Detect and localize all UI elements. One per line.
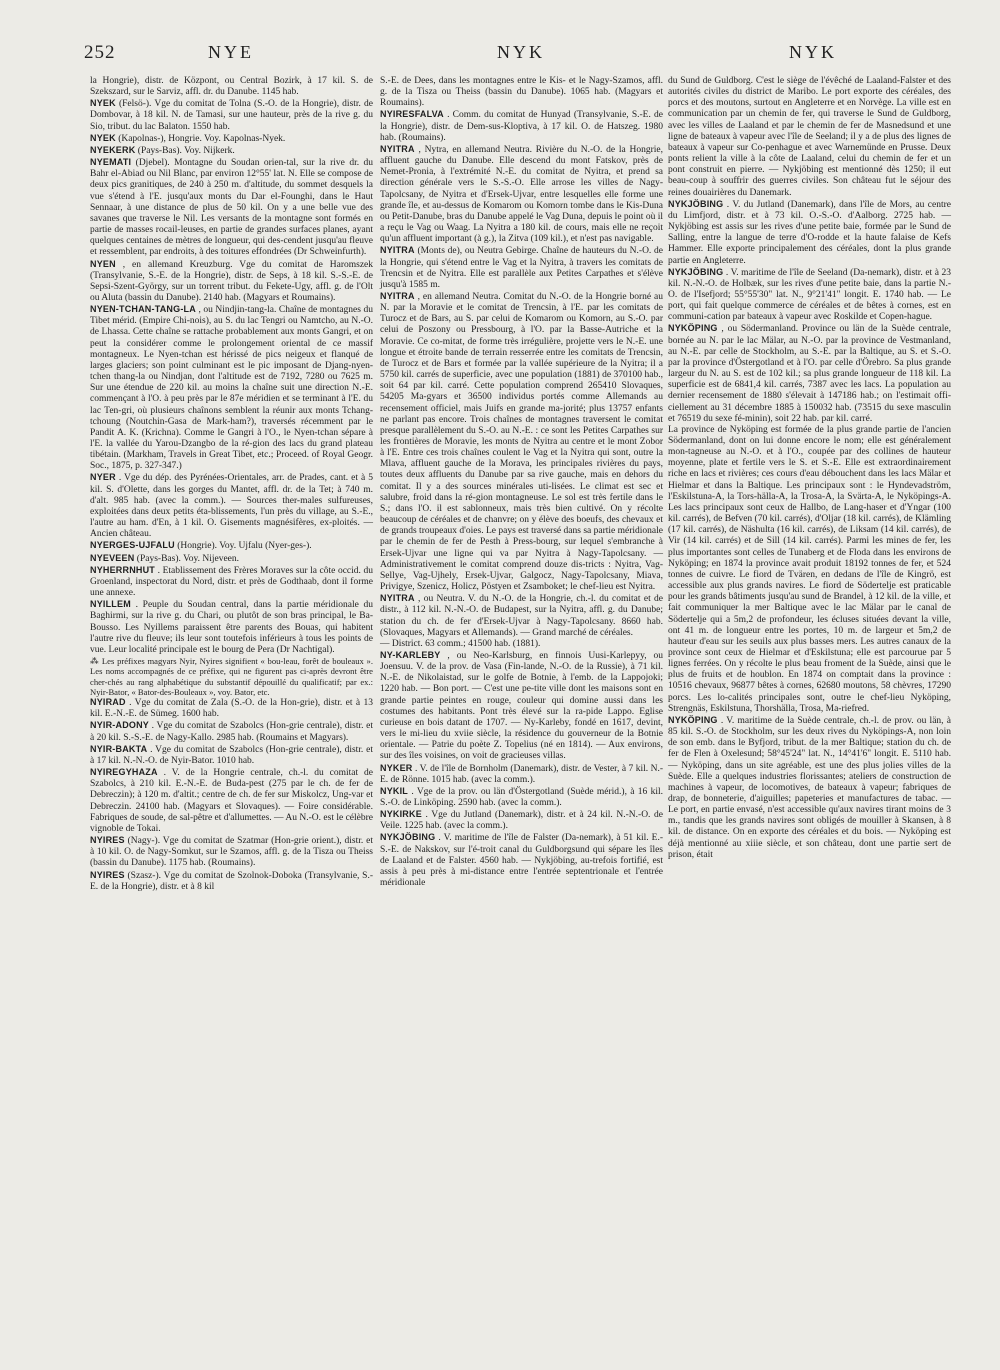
dictionary-entry bbox=[380, 832, 663, 889]
entry-text: . Peuple du Soudan central, dans la partie méridionale du Baghirmi, sur la rive g. du Chari, ou plutôt de son bras principal, le Ba-Bousso. Les Nyillems paraissent être parents des Bouas, qui habitent l'autre rive du fleuve; ils leur sont toutefois inférieurs à tous les points de vue. Leur localité principale est le bourg de Pera (Dr Nachtigal). bbox=[90, 600, 373, 655]
entry-headword: NYIREGYHAZA bbox=[90, 767, 158, 778]
dictionary-entry bbox=[90, 870, 373, 893]
entry-text: , ou Neo-Karlsburg, en finnois Uusi-Karlepyy, ou Joensuu. V. de la prov. de Vasa (Fin-lande, N.-O. de la Russie), à 71 kil. N.-E. de Nikolaistad, sur le golfe de Botnie, à l'emb. de la Lappojoki; 1220 hab. — Bon port. — C'est une pe-tite ville dont les maisons sont en grande partie peintes en rouge, couleur qui domine aussi dans les costumes des habitants. Pont très élevé sur la ra-pide Lappo. Eglise curieuse en bois datant de 1707. — Ny-Karleby, fondé en 1617, devint, vers le mi-lieu du xviie siècle, la résidence du gouverneur de la Botnie orientale. — Patrie du poète Z. Topelius (né en 1814). — Aux environs, sur des îles voisines, on voit de gracieuses villas. bbox=[380, 650, 663, 762]
entry-text: (Szasz-). Vge du comitat de Szolnok-Doboka (Transylvanie, S.-E. de la Hongrie), distr. et à 8 kil bbox=[90, 870, 374, 892]
dictionary-entry bbox=[380, 245, 663, 291]
entry-text: . Vge du Jutland (Danemark), distr. et à 24 kil. N.-N.-O. de Veile. 1225 hab. (avec la comm.). bbox=[380, 810, 663, 832]
dictionary-entry bbox=[380, 109, 663, 143]
entry-text: (Pays-Bas). Voy. Nijkerk. bbox=[137, 145, 235, 156]
entry-headword: NYKJÖBING bbox=[380, 832, 436, 843]
dictionary-entry bbox=[380, 593, 663, 639]
dictionary-entry bbox=[90, 157, 373, 258]
dictionary-entry bbox=[380, 809, 663, 832]
entry-text: . V. de la Hongrie centrale, ch.-l. du comitat de Szabolcs, à 210 kil. E.-N.-E. de Buda-pest (275 par le ch. de fer de Debreczin); à 120 m. d'altit.; centre de ch. de fer sur Miskolcz, Ung-var et Debreczin. 24100 hab. (Magyars et Slovaques). — Foire considérable. Fabriques de soude, de sal-pêtre et d'allumettes. — Au N.-O. est le célèbre vignoble de Tokai. bbox=[90, 768, 374, 834]
text-column-1 bbox=[90, 76, 373, 893]
entry-headword: NYERGES-UJFALU bbox=[90, 540, 175, 551]
entry-text: (Djebel). Montagne du Soudan orien-tal, sur la rive dr. du Bahr el-Abiad ou Nil Blanc, par environ 12°55' lat. N. Elle se compose de deux pics granitiques, de 240 à 250 m. d'altitude, du sommet desquels la vue s'étend à l'E. jusqu'aux monts du Dar el-Founghi, dans le Haut Sennaar, à une distance de plus de 50 kil. On y a une belle vue des savanes que traverse le Nil. Les versants de la montagne sont formés en partie de masses rocail-leuses, en partie de grandes surfaces planes, ayant quelques centaines de mètres de longueur, qui des-cendent jusqu'au fleuve et ressemblent, par endroits, à des toitures effondrées (Dr Schweinfurth). bbox=[90, 158, 373, 258]
entry-text: (Kapolnas-), Hongrie. Voy. Kapolnas-Nyek. bbox=[118, 133, 286, 144]
dictionary-entry bbox=[90, 744, 373, 767]
entry-headword: NYKJÖBING bbox=[668, 198, 724, 209]
dictionary-entry bbox=[380, 144, 663, 245]
dictionary-entry bbox=[668, 199, 951, 267]
dictionary-entry bbox=[90, 259, 373, 305]
dictionary-entry bbox=[668, 267, 951, 324]
entry-text: . Vge de la prov. ou län d'Östergotland (Suède mérid.), à 16 kil. S.-O. de Linköping. 2590 hab. (avec la comm.). bbox=[380, 786, 663, 808]
entry-text: . V. du Jutland (Danemark), dans l'île de Mors, au centre du Limfjord, distr. et à 73 kil. O.-S.-O. d'Aalborg. 2725 hab. — Nykjöbing est assis sur les rives d'une petite baie, formée par le Sund de Salling, entre la langue de terre d'O-rodde et la haute falaise de Kefs Hammer. Elle exporte principalement des céréales, dont la plus grande partie en Angleterre. bbox=[668, 199, 951, 266]
entry-text: . V. maritime de la Suède centrale, ch.-l. de prov. ou län, à 85 kil. S.-O. de Stockholm, sur les deux rives du Nyköpings-A, non loin de son emb. dans le Byfjord, tribut. de la mer Baltique; station du ch. de fer de Flen à Oxelesund; 58°45'24" lat. N., 14°41'6" longit. E. 5110 hab. — Nyköping, dans un site agréable, est une des plus jolies villes de la Suède. Elle a quelques industries florissantes; ateliers de construction de machines à vapeur, de locomotives, de bateaux à vapeur; fabriques de drap, de bonneterie, d'aiguilles; papeteries et manufactures de tabac. — Le port, en partie envasé, n'est accessible qu'aux navires tirant moins de 3 m., tandis que les grands navires sont obligés de mouiller à Skansen, à 8 kil. de distance. On en exporte des céréales et du bois. — Nyköping est déjà mentionné au xiiie siècle, et son château, dont une partie sert de prison, était bbox=[668, 715, 951, 860]
dictionary-entry bbox=[668, 76, 951, 199]
dictionary-entry bbox=[90, 540, 373, 552]
entry-text: . V. de l'île de Bornholm (Danemark), distr. de Vester, à 7 kil. N.-E. de Rönne. 1015 hab. (avec la comm.). bbox=[380, 763, 664, 785]
entry-headword: NYEK bbox=[90, 98, 116, 109]
entry-text: , en allemand Neutra. Comitat du N.-O. de la Hongrie borné au N. par la Moravie et le comitat de Trencsin, à l'E. par les comitats de Turocz et de Bars, au S. par celui de Komarom ou Komorn, au S.-O. par celui de Poszony ou Pressbourg, à l'O. par la Basse-Autriche et la Moravie. Ce co-mitat, de forme très irrégulière, projette vers le N.-E. une longue et étroite bande de terrain resserrée entre les comitats de Trencsin, de Turocz et de Bars et formée par la vallée supérieure de la Nyitra; il a 5750 kil. carrés de superficie, avec une population (1881) de 370100 hab., soit 64 par kil. carré. Cette population comprend 265410 Slovaques, 54205 Ma-gyars et 36500 individus portés comme Allemands au recensement officiel, mais Juifs en grande ma-jorité; plus 13757 enfants ne parlant pas encore. Trois chaînes de montagnes traversent le comitat presque parallèlement du S.-O. au N.-E. : ce sont les Petites Carpathes sur les frontières de Moravie, les monts de Nyitra au centre et le mont Zobor à l'E. Entre ces trois chaînes coulent le Vag et la Nyitra qui sont, outre la Mlava, affluent gauche de la Morava, les principales rivières du pays, toutes deux affluents du Danube par sa rive gauche, mais en dehors du comitat. Il y a des sources minérales uti-lisées. Le climat est sec et salubre, froid dans la ré-gion montagneuse. Le sol est très fertile dans le S.; dans l'O. il est sablonneux, mais très bien cultivé. On y récolte beaucoup de céréales et de chanvre; on y élève des boeufs, des chevaux et de grands troupeaux d'oies. Le pays est traversé dans sa partie méridionale par le chemin de fer de Pesth à Press-bourg, sur lequel s'embranche à Ersek-Ujvar une ligne qui va par Nyitra à Nagy-Tapolcsany. — Administrativement le comitat comprend douze dis-tricts : Nyitra, Vag-Sellye, Vag-Ujhely, Ersek-Ujvar, Galgocz, Nagy-Tapolcsany, Miava, Privigye, Szenicz, Holicz, Pöstyen et Zsamboket; le chef-lieu est Nyitra. bbox=[380, 291, 663, 593]
entry-text: (Hongrie). Voy. Ujfalu (Nyer-ges-). bbox=[177, 541, 312, 552]
dictionary-entry bbox=[90, 76, 373, 98]
dictionary-entry bbox=[90, 553, 373, 565]
entry-headword: NYITRA bbox=[380, 245, 415, 256]
running-head-center: NYK bbox=[497, 42, 545, 62]
entry-headword: NYKER bbox=[380, 762, 413, 773]
entry-text: , Nytra, en allemand Neutra. Rivière du N.-O. de la Hongrie, affluent gauche du Danube. Elle descend du mont Fatskov, près de Nemet-Pronia, à l'extrémité N.-E. du comitat de Nyitra, et prend sa direction générale vers le S.-S.-O. Elle arrose les villes de Nagy-Tapolcsany, de Nyitra et d'Ersek-Ujvar, entre lesquelles elle forme une grande île, et au-dessus de Komarom ou Komorn tombe dans le Kis-Duna ou Petit-Danube, bras du Danube appelé le Vag Duna, depuis le point où il a reçu le Vag ou Waag. La Nyitra a 180 kil. de cours, mais elle ne reçoit qu'un affluent important (à g.), la Zitva (109 kil.), et n'est pas navigable. bbox=[380, 144, 664, 245]
entry-text: (Pays-Bas). Voy. Nijeveen. bbox=[136, 553, 239, 564]
entry-text: . Etablissement des Frères Moraves sur la côte occid. du Groenland, inspectorat du Nord, distr. et près de Godthaab, dont il forme une annexe. bbox=[90, 565, 373, 599]
dictionary-entry bbox=[380, 650, 663, 763]
entry-text: , ou Södermanland. Province ou län de la Suède centrale, bornée au N. par le lac Mälar, au N.-O. par la province de Vestmanland, au N.-E. par celle de Stockholm, au S.-E. par la Baltique, au S. et S.-O. par la province d'Östergotland et à l'O. par celle d'Örebro. Sa plus grande largeur du N. au S. est de 102 kil.; sa plus grande longueur de 118 kil. La superficie est de 6841,4 kil. carrés, 7387 avec les lacs. La population au dernier recensement de 1880 s'élevait à 147186 hab.; on l'estimait offi-ciellement au 31 décembre 1885 à 150032 hab. (73515 du sexe masculin et 76519 du sexe fé-minin), soit 22 hab. par kil. carré. bbox=[668, 324, 951, 424]
entry-text: La province de Nyköping est formée de la plus grande partie de l'ancien Södermanland, dont on lui donne encore le nom; elle est généralement mon-tagneuse au N.-O. et à l'O., coupée par des collines de hauteur moyenne, plate et fertile vers le S. et S.-E. Elle est extraordinairement riche en lacs et rivières; ces cours d'eau débouchent dans les lacs Mälar et Hielmar et dans la Baltique. Les principaux sont : le Hyndevadström, l'Eskilstuna-A, la Tors-hälla-A, la Trosa-A, la Svärta-A, le Nyköpings-A. Les lacs principaux sont ceux de Hallbo, de Lang-haser et d'Yngar (100 kil. carrés), de Befven (70 kil. carrés), d'Oljar (18 kil. carrés), de Klämling (17 kil. carrés), de Näshulta (16 kil. carrés), de Liksam (14 kil. carrés), de Vir (14 kil. carrés) et de Sill (14 kil. carrés). Parmi les mines de fer, les plus importantes sont celles de Tunaberg et de Floda dans les environs de Nyköping; en 1874 la province avait produit 18192 tonnes de fer, et 524 tonnes de cuivre. Le fiord de Tvären, en dedans de l'île de Kingrö, est accessible aux plus grands navires. Le fiord de Södertelje est praticable pour les grands bâtiments jusqu'au sund de Brandel, à 12 kil. de la ville, et fait communiquer la mer Baltique avec le lac Mälar par le canal de Södertelje qui a 5m,2 de profondeur, les écluses situées devant la ville, ont 41 m. de longueur entre les portes, 10 m. de largeur et 5m,2 de hauteur d'eau sur les seuils aux plus basses mers. Les autres canaux de la province sont ceux de Hielmar et d'Eskilstuna; elle est parcourue par 5 lignes ferrées. On y récolte le plus beau froment de la Suède, ainsi que le plus de fruits et de houblon. En 1874 on comptait dans la province : 10516 chevaux, 96877 bêtes à cornes, 62680 moutons, 58 chèvres, 17290 porcs. Les lo-calités principales sont, outre le chef-lieu Nyköping, Strengnäs, Eskilstuna, Thorshälla, Trosa, Ma-riefred. bbox=[668, 424, 951, 714]
entry-headword: NYEMATI bbox=[90, 157, 132, 168]
entry-text: . V. maritime de l'île de Falster (Da-nemark), à 51 kil. E.-S.-E. de Nakskov, sur l'é-troit canal du Guldborgsund qui sépare les îles de Laaland et de Falster. 4560 hab. — Nykjöbing, au-trefois fortifié, est assis à peu près à mi-distance entre l'entrée septentrionale et l'entrée méridionale bbox=[380, 833, 663, 889]
running-head-right: NYK bbox=[789, 42, 837, 62]
dictionary-entry bbox=[90, 697, 373, 720]
dictionary-entry bbox=[90, 720, 373, 743]
entry-headword: NYIR-BAKTA bbox=[90, 743, 148, 754]
dictionary-entry bbox=[90, 145, 373, 157]
entry-headword: NYITRA bbox=[380, 143, 415, 154]
dictionary-entry bbox=[90, 835, 373, 869]
entry-headword: NYILLEM bbox=[90, 599, 131, 610]
entry-headword: NYIRESFALVA bbox=[380, 109, 444, 120]
entry-headword: NYEK bbox=[90, 132, 116, 143]
entry-text: , ou Neutra. V. du N.-O. de la Hongrie, ch.-l. du comitat et de distr., à 112 kil. N.-N.-O. de Budapest, sur la Nyitra, affl. g. du Danube; station du ch. de fer d'Ersek-Ujvar à Nagy-Tapolcsany. 8660 hab. (Slovaques, Magyars et Allemands). — Grand marché de céréales. bbox=[380, 594, 663, 638]
entry-headword: NYIRAD bbox=[90, 697, 126, 708]
entry-text: , ou Nindjin-tang-la. Chaîne de montagnes du Tibet mérid. (Empire Chi-nois), au S. du lac Tengri ou Namtcho, au N.-O. de Lhassa. Cette chaîne se rattache probablement aux monts Gangri, et on peut la considérer comme le prolongement oriental de ce massif montagneux. Le Nyen-tchan est hérissé de pics neigeux et flanqué de larges glaciers; son point culminant est le pic imposant de Djang-nyen-tchen thang-la ou Nindjan, dont l'altitude est de 7192, 7280 ou 7625 m. Sur une étendue de 220 kil. au moins la chaîne suit une direction N.-E. commençant à l'O. à peu près par le 87e méridien et se terminant à l'E. du lac Ten-gri, où plusieurs chaînons semblent la réunir aux monts Tchang-tchoung (Noutchin-Gasa de Mark-ham?), traversés récemment par le Pandit A. K. (Krichna). Comme le Gangri à l'O., le Nyen-tchan sépare à l'E. la vallée du Yarou-Dzangbo de la ré-gion des lacs du grand plateau tibétain. (Markham, Travels in Great Tibet, etc.; Proceed. of Royal Geogr. Soc., 1875, p. 327-347.) bbox=[90, 305, 373, 472]
dictionary-entry bbox=[90, 472, 373, 540]
dictionary-entry bbox=[90, 133, 373, 145]
entry-text: . Vge du comitat de Szabolcs (Hon-grie centrale), distr. et à 17 kil. N.-N.-O. de Nyir-Bator. 1010 hab. bbox=[90, 744, 373, 766]
entry-text: . V. maritime de l'île de Seeland (Da-nemark), distr. et à 23 kil. N.-N.-O. de Holbæk, sur les rives d'une petite baie, dans la partie N.-O. de l'Isefjord; 55°55'30" lat. N., 9°21'41" longit. E. 1740 hab. — Le port, qui fait quelque commerce de céréales et de bêtes à cornes, est en communi-cation par bateaux à vapeur avec Roskilde et Copen-hague. bbox=[668, 267, 952, 323]
dictionary-entry bbox=[668, 715, 951, 861]
entry-text: S.-E. de Dees, dans les montagnes entre le Kis- et le Nagy-Szamos, affl. g. de la Tisza ou Theiss (bassin du Danube). 1065 hab. (Magyars et Roumains). bbox=[380, 76, 663, 109]
entry-text: du Sund de Guldborg. C'est le siège de l'évêché de Laaland-Falster et des autorités civiles du district de Maribo. Le port exporte des céréales, des porcs et des moutons, surtout en Angleterre et en Norvège. La ville est en communication par un chemin de fer, qui traverse le Sund de Guldborg, avec les villes de Laaland et par le chemin de fer de Masnedsund et une ligne de bateaux à vapeur avec l'île de Seeland; il y a de plus des lignes de bateaux à vapeur sur Co-penhague et avec Warnemünde en Prusse. Deux ponts relient la ville à la côte de Laaland, celui du chemin de fer et un pont construit en pierre. — Nykjöbing est mentionné dès 1250; il eut beau-coup à souffrir des guerres civiles. Son château fut le séjour des reines douairières du Danemark. bbox=[668, 76, 951, 198]
entry-headword: NYEN bbox=[90, 258, 116, 269]
entry-headword: NYEKERK bbox=[90, 144, 136, 155]
entry-headword: NYEVEEN bbox=[90, 552, 135, 563]
entry-headword: NYKÖPING bbox=[668, 714, 718, 725]
dictionary-entry bbox=[380, 639, 663, 650]
entry-text: ⁂ Les préfixes magyars Nyir, Nyires signifient « bou-leau, forêt de bouleaux ». Les noms accompagnés de ce préfixe, qui ne figurent pas ci-après devront être cher-chés au rang alphabétique du substantif dépouillé du qualificatif; par ex.: Nyir-Bator, « Bator-des-Bouleaux », voy. Bator, etc. bbox=[90, 655, 373, 697]
entry-headword: NYKÖPING bbox=[668, 323, 718, 334]
entry-text: . Vge du comitat de Szabolcs (Hon-grie centrale), distr. et à 20 kil. S.-S.-E. de Nagy-Kallo. 2985 hab. (Roumains et Magyars). bbox=[90, 721, 373, 743]
entry-text: (Nagy-). Vge du comitat de Szatmar (Hon-grie orient.), distr. et à 10 kil. O. de Nagy-Somkut, sur le Szamos, affl. g. de la Tisza ou Theiss (bassin du Danube). 1175 hab. (Roumains). bbox=[90, 836, 374, 869]
dictionary-entry bbox=[380, 763, 663, 786]
dictionary-entry bbox=[90, 304, 373, 472]
entry-headword: NYKJÖBING bbox=[668, 266, 724, 277]
entry-headword: NYITRA bbox=[380, 290, 415, 301]
dictionary-entry bbox=[90, 767, 373, 835]
dictionary-entry bbox=[380, 786, 663, 809]
dictionary-entry bbox=[380, 291, 663, 593]
entry-text: . Comm. du comitat de Hunyad (Transylvanie, S.-E. de la Hongrie), distr. de Dem-sus-Kloptiva, à 17 kil. O. de Hatszeg. 1980 hab. (Roumains). bbox=[380, 110, 664, 143]
entry-text: . Vge du dép. des Pyrénées-Orientales, arr. de Prades, cant. et à 5 kil. S. d'Olette, dans les gorges du Mantet, affl. dr. de la Tet; à 740 m. d'alt. 985 hab. (avec la comm.). — Sources ther-males sulfureuses, exploitées dans deux petits éta-blissements, l'un près du village, au S.-E., l'autre au ham. d'En, à 1 kil. O. Gisements magnésifères, ex-ploités. — Ancien château. bbox=[90, 473, 373, 540]
entry-headword: NYITRA bbox=[380, 593, 415, 604]
text-column-2 bbox=[380, 76, 663, 889]
entry-text: , en allemand Kreuzburg. Vge du comitat de Haromszek (Transylvanie, S.-E. de la Hongrie), distr. de Seps, à 18 kil. S.-S.-E. de Sepsi-Szent-György, sur un torrent tribut. du Fekete-Ugy, affl. g. de l'Olt ou Aluta (bassin du Danube). 2140 hab. (Magyars et Roumains). bbox=[90, 259, 374, 303]
entry-text: . Vge du comitat de Zala (S.-O. de la Hon-grie), distr. et à 13 kil. E.-N.-E. de Sümeg. 1600 hab. bbox=[90, 698, 373, 720]
dictionary-entry bbox=[90, 98, 373, 132]
entry-text: (Felsö-). Vge du comitat de Tolna (S.-O. de la Hongrie), distr. de Dombovar, à 18 kil. N. de Tamasi, sur une hauteur, près de la rive g. du Sio, tribut. du lac Balaton. 1550 hab. bbox=[90, 99, 374, 132]
dictionary-entry bbox=[90, 565, 373, 599]
dictionary-entry bbox=[668, 323, 951, 424]
entry-headword: NYKIL bbox=[380, 785, 408, 796]
dictionary-entry bbox=[90, 656, 373, 697]
running-head-left: NYE bbox=[208, 42, 254, 62]
dictionary-entry bbox=[90, 599, 373, 656]
entry-headword: NYIRES bbox=[90, 869, 125, 880]
dictionary-entry bbox=[380, 76, 663, 109]
text-column-3 bbox=[668, 76, 951, 861]
entry-headword: NYKIRKE bbox=[380, 809, 422, 820]
entry-text: la Hongrie), distr. de Központ, ou Central Bozirk, à 17 kil. S. de Szekszard, sur le Sarviz, affl. dr. du Danube. 1145 hab. bbox=[90, 76, 373, 98]
page-number: 252 bbox=[84, 42, 116, 63]
entry-headword: NYIRES bbox=[90, 835, 125, 846]
entry-headword: NYEN-TCHAN-TANG-LA bbox=[90, 304, 196, 315]
entry-headword: NYER bbox=[90, 472, 116, 483]
dictionary-entry bbox=[668, 425, 951, 715]
entry-headword: NY-KARLEBY bbox=[380, 649, 441, 660]
entry-text: — District. 63 comm.; 41500 hab. (1881). bbox=[380, 638, 541, 649]
entry-text: (Monts de), ou Neutra Gebirge. Chaîne de hauteurs du N.-O. de la Hongrie, qui s'étend entre le Vag et la Nyitra, à travers les comitats de Trencsin et de Nyitra. Elle est parallèle aux Petites Carpathes et s'élève jusqu'à 1585 m. bbox=[380, 246, 663, 290]
entry-headword: NYIR-ADONY bbox=[90, 720, 150, 731]
entry-headword: NYHERRNHUT bbox=[90, 564, 155, 575]
